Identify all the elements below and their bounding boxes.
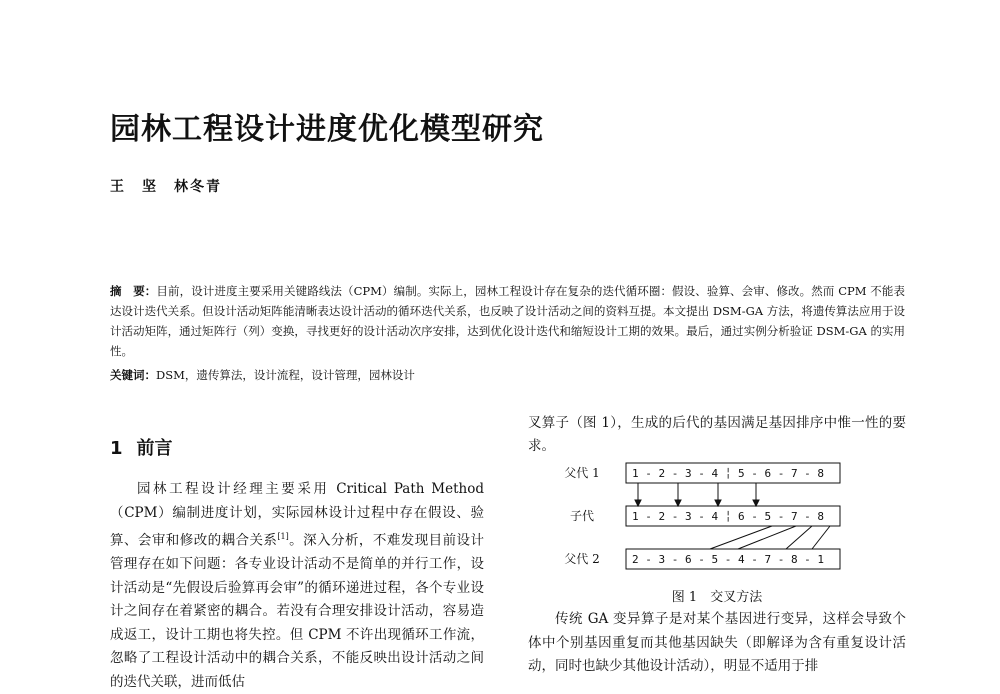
right-top-paragraph: 叉算子（图 1），生成的后代的基因满足基因排序中惟一性的要求。 [528,415,906,454]
authors: 王 坚 林冬青 [110,179,222,195]
section-heading [110,434,173,460]
abstract [110,281,905,361]
keywords-label: 关键词： [110,368,156,382]
keywords-text: DSM，遗传算法，设计流程，设计管理，园林设计 [156,368,415,382]
abstract-label: 摘 要： [110,284,157,298]
left-text-b: 。深入分析，不难发现目前设计管理存在如下问题：各专业设计活动不是简单的并行工作，设计活动是“先假设后验算再会审”的循环递进过程，各个专业设计之间存在着紧密的耦合。若没有合理安排设计活动，容易造成返工，设计工期也将失控。但 CPM 不许出现循环工作流，忽略了工程设计活动中的耦合关系，不能反映出设计活动之间的迭代关联，进而低估 [110,532,485,690]
section-number: 1 [110,438,123,459]
figure-caption: 图 1 交叉方法 [671,590,763,605]
inherit-arrows [635,483,759,506]
parent1-sequence: 1 - 2 - 3 - 4 ╎ 5 - 6 - 7 - 8 [632,467,825,480]
paper-title: 园林工程设计进度优化模型研究 [110,112,544,147]
right-bottom-paragraph: 传统 GA 变异算子是对某个基因进行变异，这样会导致个体中个别基因重复而其他基因缺失（即解译为含有重复设计活动，同时也缺少其他设计活动），明显不适用于排 [528,611,906,674]
keywords [110,365,905,385]
right-column-bottom [528,608,906,679]
order-lines [710,526,830,549]
parent2-sequence: 2 - 3 - 6 - 5 - 4 - 7 - 8 - 1 [632,553,825,566]
crossover-figure [560,460,880,580]
left-column-body [110,478,484,694]
abstract-text: 目前，设计进度主要采用关键路线法（CPM）编制。实际上，园林工程设计存在复杂的迭代循环圈：假设、验算、会审、修改。然而 CPM 不能表达设计迭代关系。但设计活动矩阵能清晰表达设计活动的循环迭代关系，也反映了设计活动之间的资料互提。本文提出 DSM-GA 方法，将遗传算法应用于设计活动矩阵，通过矩阵行（列）变换，寻找更好的设计活动次序安排，达到优化设计迭代和缩短设计工期的效果。最后，通过实例分析验证 DSM-GA 的实用性。 [110,284,905,358]
citation-ref: [1] [277,532,289,541]
child-sequence: 1 - 2 - 3 - 4 ╎ 6 - 5 - 7 - 8 [632,510,825,523]
left-paragraph [110,478,484,694]
right-column-top [528,412,906,458]
left-text-a: 园林工程设计经理主要采用 Critical Path Method（CPM）编制进度计划，实际园林设计过程中存在假设、验算、会审和修改的耦合关系 [110,481,484,549]
section-title: 前言 [136,438,173,459]
row-label-child: 子代 [569,509,595,523]
crossover-diagram [560,460,880,580]
row-label-parent1: 父代 1 [564,466,600,480]
row-label-parent2: 父代 2 [564,552,600,566]
